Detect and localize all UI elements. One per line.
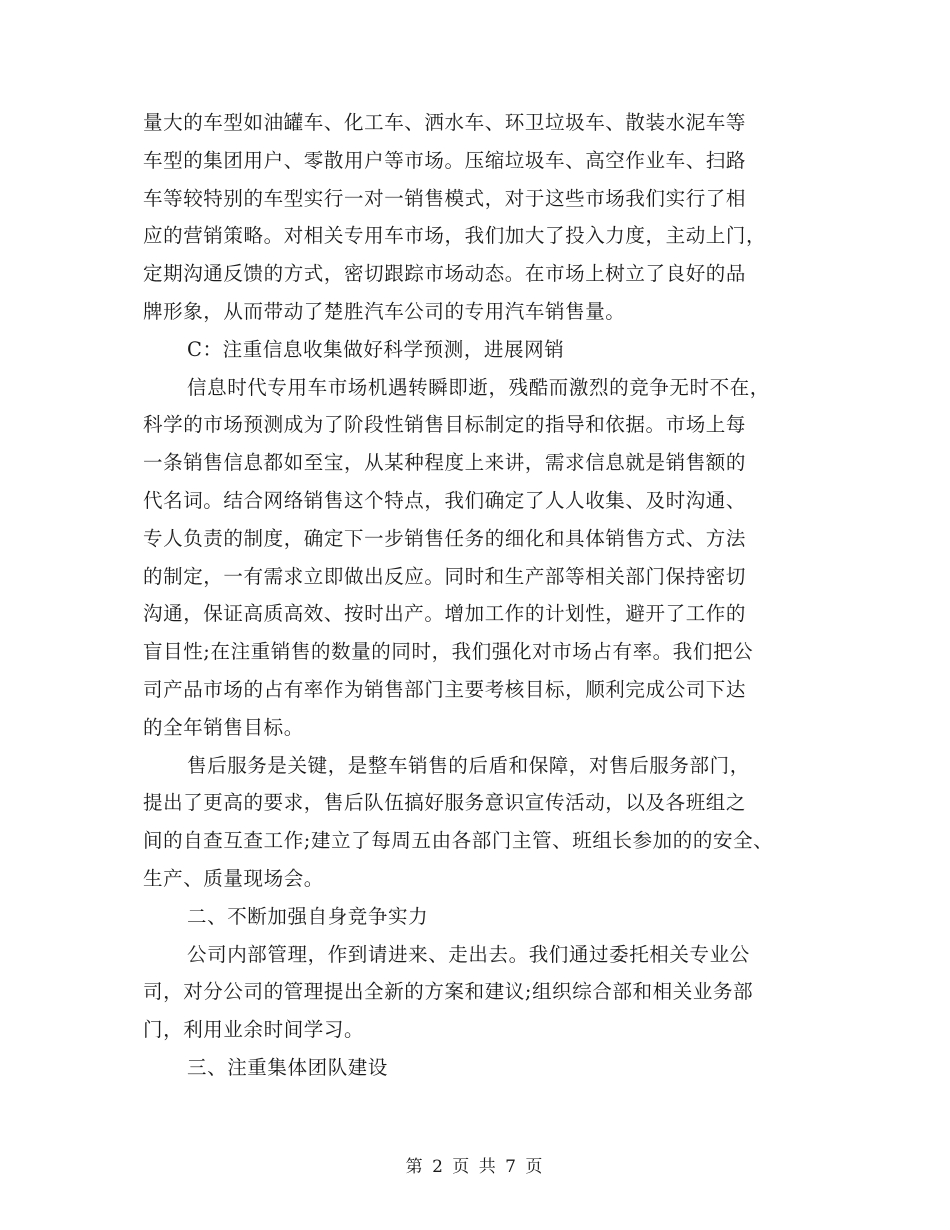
text-line: 应的营销策略。对相关专用车市场，我们加大了投入力度，主动上门， (143, 224, 767, 248)
text-line: 门，利用业余时间学习。 (143, 1018, 365, 1042)
text-line: 定期沟通反馈的方式，密切跟踪市场动态。在市场上树立了良好的品 (143, 262, 747, 286)
text-line: 的制定，一有需求立即做出反应。同时和生产部等相关部门保持密切 (143, 564, 747, 588)
text-line: 间的自查互查工作;建立了每周五由各部门主管、班组长参加的的安全、 (143, 829, 774, 853)
text-line: 公司内部管理，作到请进来、走出去。我们通过委托相关专业公 (187, 942, 750, 966)
text-line: 盲目性;在注重销售的数量的同时，我们强化对市场占有率。我们把公 (143, 640, 754, 664)
text-line: 代名词。结合网络销售这个特点，我们确定了人人收集、及时沟通、 (143, 488, 747, 512)
text-line: 二、不断加强自身竞争实力 (187, 904, 429, 928)
text-line: 科学的市场预测成为了阶段性销售目标制定的指导和依据。市场上每 (143, 413, 747, 437)
document-body (143, 104, 843, 1087)
text-line: 一条销售信息都如至宝，从某种程度上来讲，需求信息就是销售额的 (143, 451, 747, 475)
text-line: 生产、质量现场会。 (143, 866, 324, 890)
text-line: 司产品市场的占有率作为销售部门主要考核目标，顺利完成公司下达 (143, 677, 747, 701)
text-line: 量大的车型如油罐车、化工车、洒水车、环卫垃圾车、散装水泥车等 (143, 111, 747, 134)
text-line: 沟通，保证高质高效、按时出产。增加工作的计划性，避开了工作的 (143, 602, 747, 626)
text-line: 售后服务是关键，是整车销售的后盾和保障，对售后服务部门， (187, 753, 750, 777)
text-line: 专人负责的制度，确定下一步销售任务的细化和具体销售方式、方法 (143, 526, 747, 550)
text-line: 提出了更高的要求，售后队伍搞好服务意识宣传活动，以及各班组之 (143, 791, 747, 815)
text-line: 司，对分公司的管理提出全新的方案和建议;组织综合部和相关业务部 (143, 980, 754, 1004)
text-line: 的全年销售目标。 (143, 715, 304, 739)
text-line: 牌形象，从而带动了楚胜汽车公司的专用汽车销售量。 (143, 299, 626, 323)
text-line: 车等较特别的车型实行一对一销售模式，对于这些市场我们实行了相 (143, 186, 747, 210)
text-line: C：注重信息收集做好科学预测，进展网销 (187, 337, 565, 361)
text-line: 三、注重集体团队建设 (187, 1055, 389, 1079)
text-line: 车型的集团用户、零散用户等市场。压缩垃圾车、高空作业车、扫路 (143, 148, 747, 172)
page-number: 第 2 页 共 7 页 (405, 1157, 545, 1177)
text-line: 信息时代专用车市场机遇转瞬即逝，残酷而激烈的竞争无时不在， (187, 375, 770, 399)
